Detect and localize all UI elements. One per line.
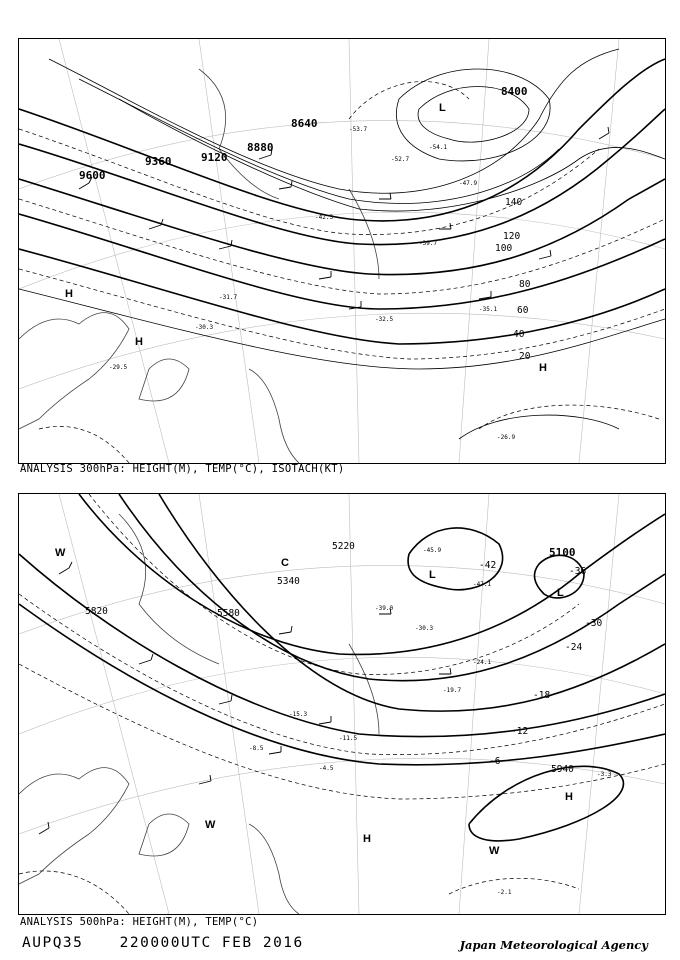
height-label: 8880 [247,141,274,154]
map-500hpa-canvas [19,494,665,914]
station-value: -3.3 [597,771,612,778]
height-label: 9120 [201,151,228,164]
height-label: 5820 [85,606,108,617]
station-value: -30.3 [195,324,214,331]
station-value: -35.1 [479,306,498,313]
warm-center-label: W [489,845,500,857]
station-value: -11.5 [339,735,358,742]
caption-300hpa: ANALYSIS 300hPa: HEIGHT(M), TEMP(°C), ISOTACH(KT) [20,463,345,475]
isotach-label: 60 [517,305,529,316]
station-plots [109,126,515,441]
isotach-label: 40 [513,329,525,340]
station-value: -52.7 [391,156,410,163]
agency-name: Japan Meteorological Agency [459,938,648,952]
station-value: -32.5 [375,316,394,323]
station-value: -4.5 [319,765,334,772]
temp-label: -12 [511,726,529,737]
station-value: -39.7 [419,240,438,247]
map-300hpa-canvas [19,39,665,463]
isotach-label: 20 [519,351,531,362]
isotach-label: 80 [519,279,531,290]
height-label: 5220 [332,541,355,552]
warm-center-label: W [55,547,66,559]
wind-barbs [39,562,451,834]
station-value: -42.3 [315,214,334,221]
isotach-label: 100 [495,243,513,254]
graticule [19,39,665,463]
station-value: -30.3 [415,625,434,632]
station-value: -8.5 [249,745,264,752]
chart-code: AUPQ35 [22,935,84,951]
temp-label: -42 [479,560,497,571]
high-center-label: H [363,833,371,845]
height-label: 9600 [79,169,106,182]
low-center-label: L [429,569,436,581]
station-value: -29.5 [109,364,128,371]
warm-center-label: W [205,819,216,831]
high-center-label: H [539,362,547,374]
height-label: 5340 [277,576,300,587]
station-value: -31.7 [219,294,238,301]
station-value: -15.3 [289,711,308,718]
temp-label: -36 [569,566,587,577]
station-value: -19.7 [443,687,462,694]
height-label: 5100 [549,546,576,559]
height-labels [79,85,528,182]
temp-label: -24 [565,642,583,653]
height-label: 5940 [551,764,574,775]
cold-center-label: C [281,557,289,569]
height-label: 8400 [501,85,528,98]
station-value: -47.9 [459,180,478,187]
isotherms [19,82,665,463]
chart-identifier [22,935,330,951]
station-value: -24.1 [473,659,492,666]
height-label: 9360 [145,155,172,168]
station-value: -39.0 [375,605,394,612]
station-value: -2.1 [497,889,512,896]
high-center-label: H [565,791,573,803]
caption-500hpa: ANALYSIS 500hPa: HEIGHT(M), TEMP(°C) [20,916,259,928]
pressure-centers [55,547,573,857]
low-center-label: L [439,102,446,114]
height-label: 8640 [291,117,318,130]
station-value: -26.9 [497,434,516,441]
isotach-label: 140 [505,197,523,208]
height-label: 5580 [217,608,240,619]
map-500hpa [18,493,666,915]
chart-datetime: 220000UTC FEB 2016 [119,935,304,951]
station-value: -53.7 [349,126,368,133]
map-300hpa [18,38,666,464]
isotach-label: 120 [503,231,521,242]
temp-label: -18 [533,690,551,701]
temp-label: -6 [489,756,501,767]
station-value: -45.9 [423,547,442,554]
station-value: -54.1 [429,144,448,151]
high-center-label: H [135,336,143,348]
high-center-label: H [65,288,73,300]
height-contours [19,59,665,344]
low-center-label: L [557,587,564,599]
station-value: -47.1 [473,581,492,588]
temp-label: -30 [585,618,603,629]
